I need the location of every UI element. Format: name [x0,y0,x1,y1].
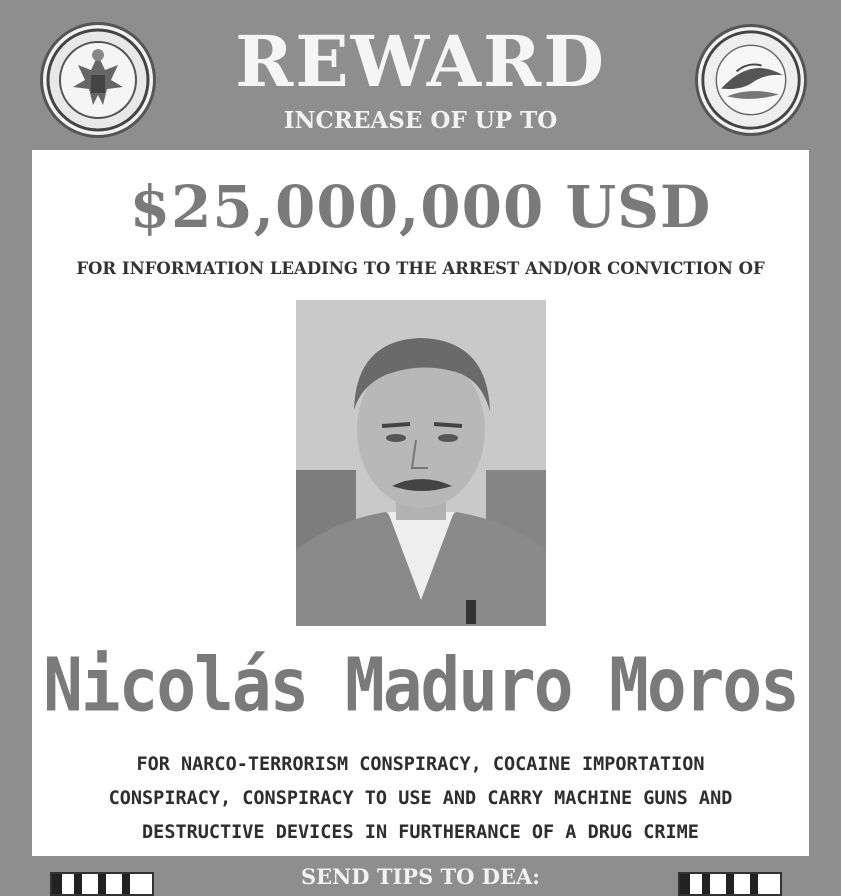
poster-panel [32,150,809,856]
suspect-photo [296,300,546,626]
qr-code-icon [678,872,782,896]
dea-seal-icon [695,24,807,136]
charges-line: DESTRUCTIVE DEVICES IN FURTHERANCE OF A DRUG CRIME [142,822,699,843]
poster-subtitle: INCREASE OF UP TO [283,107,558,134]
suspect-name: Nicolás Maduro Moros [43,642,798,729]
reward-lead-text: FOR INFORMATION LEADING TO THE ARREST AND/OR CONVICTION OF [76,259,765,278]
charges-line: FOR NARCO-TERRORISM CONSPIRACY, COCAINE IMPORTATION [136,754,705,775]
charges-line: CONSPIRACY, CONSPIRACY TO USE AND CARRY MACHINE GUNS AND [108,788,733,809]
send-tips-heading: SEND TIPS TO DEA: [300,864,541,889]
reward-amount: $25,000,000 USD [129,173,712,241]
poster-title: REWARD [235,20,606,103]
charges-text [32,748,809,850]
